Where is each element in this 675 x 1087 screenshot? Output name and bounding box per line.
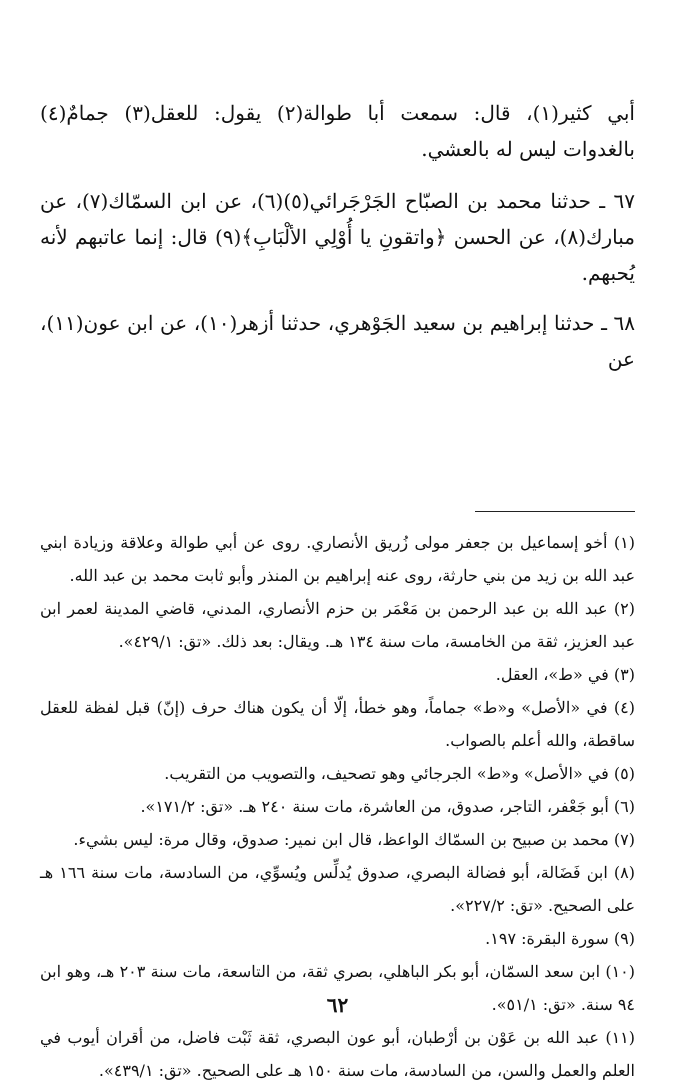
footnote: (٣) في «ط»، العقل. bbox=[495, 665, 635, 684]
footnote: (١١) عبد الله بن عَوْن بن أرْطبان، أبو عون البصري، ثقة ثَبْت فاضل، من أقران أيوب في العلم والعمل والسن، من السادسة، مات سنة ١٥٠ هـ على الصحيح. «تق: ٤٣٩/١». bbox=[40, 1028, 635, 1080]
footnote: (٨) ابن فَضَالة، أبو فضالة البصري، صدوق يُدلِّس ويُسوِّي، من السادسة، مات سنة ١٦٦ هـ على الصحيح. «تق: ٢٢٧/٢». bbox=[40, 863, 635, 915]
footnote: (٥) في «الأصل» و«ط» الجرجائي وهو تصحيف، والتصويب من التقريب. bbox=[164, 764, 635, 783]
footnote: (٦) أبو جَعْفر، التاجر، صدوق، من العاشرة، مات سنة ٢٤٠ هـ. «تق: ١٧١/٢». bbox=[140, 797, 635, 816]
footnote: (٤) في «الأصل» و«ط» جماماً، وهو خطأ، إلّا أن يكون هناك حرف (إنّ) قبل لفظة للعقل ساقطة، والله أعلم بالصواب. bbox=[40, 698, 636, 750]
main-text bbox=[40, 95, 635, 377]
page-number: ٦٢ bbox=[326, 993, 349, 1017]
main-paragraph: ٦٧ ـ حدثنا محمد بن الصبّاح الجَرْجَرائي(٥)(٦)، عن ابن السمّاك(٧)، عن مبارك(٨)، عن الحسن ﴿واتقونِ يا أُوْلِي الألْبَابِ﴾(٩) قال: إنما عاتبهم لأنه يُحبهم. bbox=[40, 189, 636, 285]
footnote: (٩) سورة البقرة: ١٩٧. bbox=[485, 929, 635, 948]
main-paragraph: أبي كثير(١)، قال: سمعت أبا طوالة(٢) يقول: للعقل(٣) جمامٌ(٤) بالغدوات ليس له بالعشي. bbox=[40, 101, 635, 161]
footnote: (١٠) ابن سعد السمّان، أبو بكر الباهلي، بصري ثقة، من التاسعة، مات سنة ٢٠٣ هـ، وهو ابن ٩٤ سنة. «تق: ٥١/١». bbox=[40, 962, 636, 1014]
footnote: (٢) عبد الله بن عبد الرحمن بن مَعْمَر بن حزم الأنصاري، المدني، قاضي المدينة لعمر ابن عبد العزيز، ثقة من الخامسة، مات سنة ١٣٤ هـ. ويقال: بعد ذلك. «تق: ٤٢٩/١». bbox=[40, 599, 635, 651]
footnote: (٧) محمد بن صبيح بن السمّاك الواعظ، قال ابن نمير: صدوق، وقال مرة: ليس بشيء. bbox=[73, 830, 635, 849]
footnote-separator bbox=[475, 511, 635, 512]
main-paragraph: ٦٨ ـ حدثنا إبراهيم بن سعيد الجَوْهري، حدثنا أزهر(١٠)، عن ابن عون(١١)، عن bbox=[40, 311, 635, 371]
footnote: (١) أخو إسماعيل بن جعفر مولى زُريق الأنصاري. روى عن أبي طوالة وعلاقة وزيادة ابني عبد الله بن زيد من بني حارثة، روى عنه إبراهيم بن المنذر وأبو ثابت محمد بن عبد الله. bbox=[40, 533, 635, 585]
footnote-separator-wrap bbox=[40, 439, 635, 512]
